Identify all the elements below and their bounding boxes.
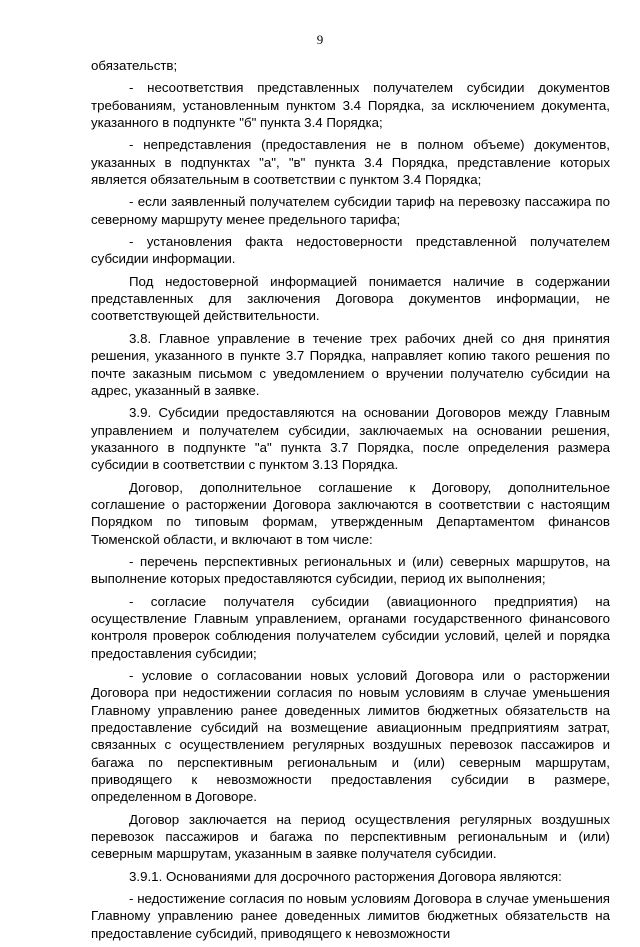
list-item-renegotiation: - условие о согласовании новых условий Договора или о расторжении Договора при недостижении согласия по новым условиям в случае уменьшения Главному управлению ранее доведенных лимитов бюджетных обязательств на предоставление субсидий на возмещение авиационным предприятиям затрат, связанных с осуществлением регулярных воздушных перевозок пассажиров и багажа по перспективным региональным и (или) северным маршрутам, приводящего к невозможности предоставления субсидии в размере, определенном в Договоре.	[91, 668, 610, 805]
paragraph-3-9-1: 3.9.1. Основаниями для досрочного расторжения Договора являются:	[129, 868, 562, 884]
paragraph-continuation: обязательств;	[91, 58, 178, 73]
list-item-termination-ground: - недостижение согласия по новым условиям Договора в случае уменьшения Главному управлению ранее доведенных лимитов бюджетных обязательств на предоставление субсидий, приводящего к невозможности	[91, 891, 610, 941]
list-item-unreliable-info: - установления факта недостоверности представленной получателем субсидии информации.	[91, 234, 610, 267]
page-number: 9	[316, 32, 324, 47]
list-item-nonconformity: - несоответствия представленных получателем субсидии документов требованиям, установленным пунктом 3.4 Порядка, за исключением документа, указанного в подпункте "б" пункта 3.4 Порядка;	[91, 80, 610, 131]
list-item-nonsubmission: - непредставления (предоставления не в полном объеме) документов, указанных в подпунктах "а", "в" пункта 3.4 Порядка, представление которых является обязательным в соответствии с пунктом 3.4 Порядка;	[91, 137, 610, 188]
paragraph-3-8: 3.8. Главное управление в течение трех рабочих дней со дня принятия решения, указанного в пункте 3.7 Порядка, направляет копию такого решения по почте заказным письмом с уведомлением о вручении получателю субсидии на адрес, указанный в заявке.	[91, 330, 610, 398]
document-body	[91, 57, 610, 947]
paragraph-unreliable-definition: Под недостоверной информацией понимается наличие в содержании представленных для заключения Договора документов информации, не соответствующей действительности.	[91, 273, 610, 324]
paragraph-3-9: 3.9. Субсидии предоставляются на основании Договоров между Главным управлением и получателем субсидии, заключаемых на основании решения, указанного в подпункте "а" пункта 3.7 Порядка, после определения размера субсидии в соответствии с пунктом 3.13 Порядка.	[91, 405, 610, 473]
list-item-tariff: - если заявленный получателем субсидии тариф на перевозку пассажира по северному маршруту менее предельного тарифа;	[91, 194, 610, 227]
list-item-routes: - перечень перспективных региональных и (или) северных маршрутов, на выполнение которых предоставляются субсидии, период их выполнения;	[91, 553, 610, 587]
paragraph-agreement-period: Договор заключается на период осуществления регулярных воздушных перевозок пассажиров и багажа по перспективным региональным и (или) северным маршрутам, указанным в заявке получателя субсидии.	[91, 811, 610, 862]
list-item-consent: - согласие получателя субсидии (авиационного предприятия) на осуществление Главным управлением, органами государственного финансового контроля проверок соблюдения получателем субсидии условий, целей и порядка предоставления субсидии;	[91, 593, 610, 661]
paragraph-agreement: Договор, дополнительное соглашение к Договору, дополнительное соглашение о расторжении Договора заключаются в соответствии с настоящим Порядком по типовым формам, утвержденным Департаментом финансов Тюменской области, и включают в том числе:	[91, 479, 610, 547]
